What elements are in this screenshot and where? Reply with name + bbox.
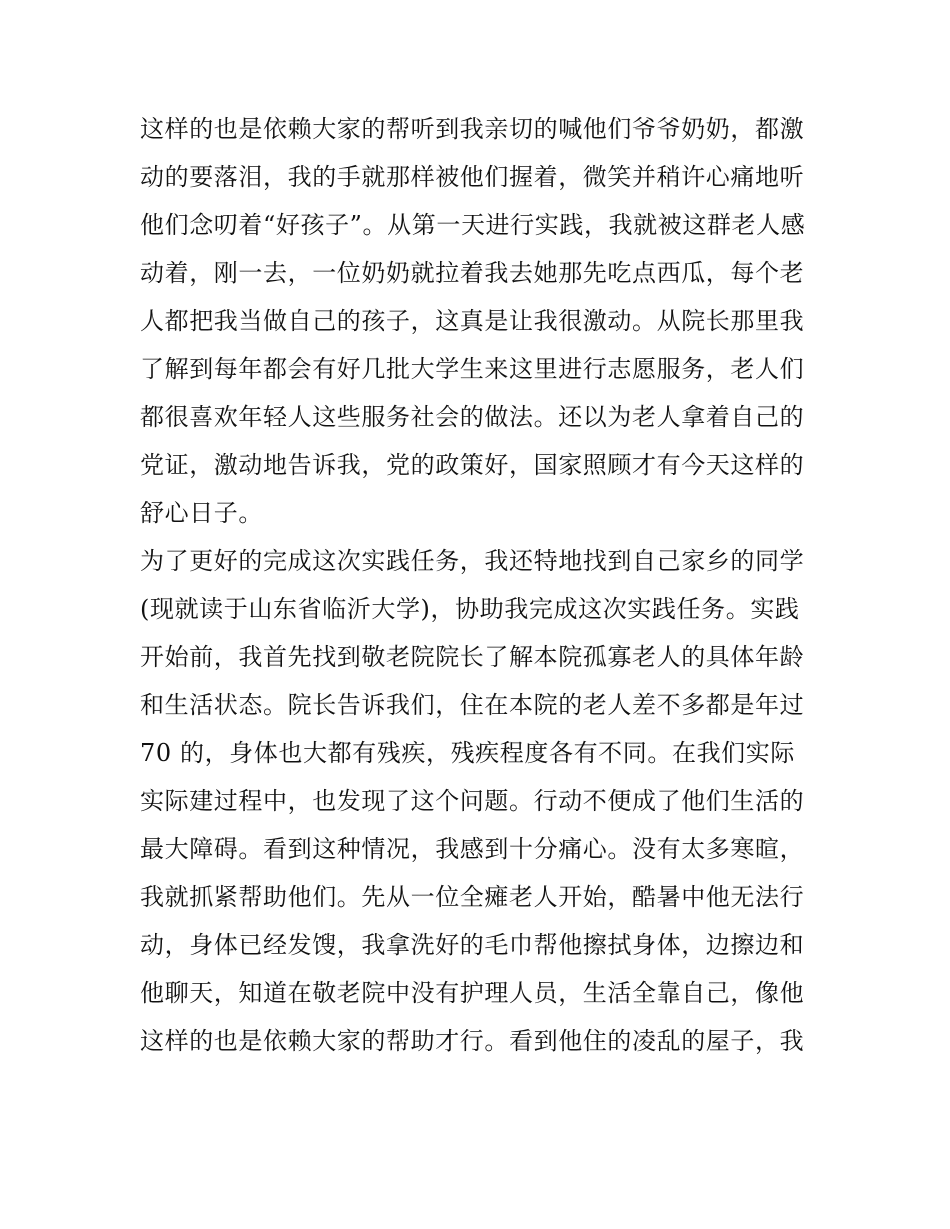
text-line: 最大障碍。看到这种情况，我感到十分痛心。没有太多寒暄， xyxy=(140,835,805,863)
text-line: 为了更好的完成这次实践任务，我还特地找到自己家乡的同学 xyxy=(140,547,805,575)
text-line: 舒心日子。 xyxy=(140,499,263,527)
text-line: 实际建过程中，也发现了这个问题。行动不便成了他们生活的 xyxy=(140,787,805,815)
text-line: 都很喜欢年轻人这些服务社会的做法。还以为老人拿着自己的 xyxy=(140,403,805,431)
text-line: 70 的，身体也大都有残疾，残疾程度各有不同。在我们实际 xyxy=(140,739,795,767)
text-line: 了解到每年都会有好几批大学生来这里进行志愿服务，老人们 xyxy=(140,355,805,383)
text-line: 动的要落泪，我的手就那样被他们握着，微笑并稍许心痛地听 xyxy=(140,163,805,191)
text-line: 我就抓紧帮助他们。先从一位全瘫老人开始，酷暑中他无法行 xyxy=(140,883,805,911)
text-line: 这样的也是依赖大家的帮助才行。看到他住的凌乱的屋子，我 xyxy=(140,1027,805,1055)
text-line: 这样的也是依赖大家的帮听到我亲切的喊他们爷爷奶奶，都激 xyxy=(140,115,805,143)
text-line: 党证，激动地告诉我，党的政策好，国家照顾才有今天这样的 xyxy=(140,451,805,479)
text-line: 他聊天，知道在敬老院中没有护理人员，生活全靠自己，像他 xyxy=(140,979,805,1007)
text-line: 开始前，我首先找到敬老院院长了解本院孤寡老人的具体年龄 xyxy=(140,643,805,671)
text-line: (现就读于山东省临沂大学)，协助我完成这次实践任务。实践 xyxy=(140,595,800,623)
text-line: 他们念叨着“好孩子”。从第一天进行实践，我就被这群老人感 xyxy=(140,211,806,239)
document-body xyxy=(140,105,820,1065)
text-line: 人都把我当做自己的孩子，这真是让我很激动。从院长那里我 xyxy=(140,307,805,335)
text-line: 和生活状态。院长告诉我们，住在本院的老人差不多都是年过 xyxy=(140,691,805,719)
text-line: 动，身体已经发馊，我拿洗好的毛巾帮他擦拭身体，边擦边和 xyxy=(140,931,805,959)
text-line: 动着，刚一去，一位奶奶就拉着我去她那先吃点西瓜，每个老 xyxy=(140,259,805,287)
